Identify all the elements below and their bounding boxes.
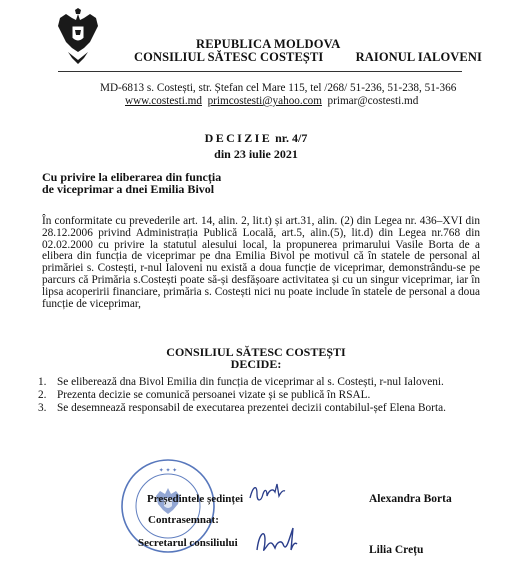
country-name: REPUBLICA MOLDOVA	[196, 37, 341, 51]
svg-text:✦ ✦ ✦: ✦ ✦ ✦	[158, 468, 178, 474]
council-name-bold: CONSILIUL SĂTESC COSTEȘTI	[166, 345, 346, 359]
list-item-number: 1.	[38, 376, 47, 388]
council-name: CONSILIUL SĂTESC COSTEȘTI	[134, 50, 324, 64]
decision-word: DECIZIE	[204, 131, 273, 145]
list-item-text: Se desemnează responsabil de executarea prezentei decizii contabilul-șef Elena Borta.	[57, 402, 446, 414]
list-item-text: Se eliberează dna Bivol Emilia din funcția de viceprimar al s. Costești, r-nul Ialoveni.	[57, 376, 444, 388]
header-divider	[58, 71, 462, 72]
secretary-name: Lilia Crețu	[369, 544, 424, 556]
list-item-text: Prezenta decizie se comunică persoanei vizate și se publică în RSAL.	[57, 389, 371, 401]
secretary-signature-icon	[253, 520, 299, 564]
district-name: RAIONUL IALOVENI	[355, 50, 482, 64]
chair-label: Președintele ședinței	[147, 493, 244, 505]
list-item-number: 3.	[38, 402, 47, 414]
chair-signature-icon	[247, 478, 287, 508]
list-item-number: 2.	[38, 389, 47, 401]
website-link[interactable]: www.costesti.md	[125, 95, 202, 107]
chair-name: Alexandra Borta	[369, 493, 452, 505]
decision-subject	[42, 171, 221, 195]
preamble-text: În conformitate cu prevederile art. 14, alin. 2, lit.t) și art.31, alin. (2) din Legea nr. 436–XVI din 28.12.2006 privind Administrația Publică Locală, art.5, alin.(5), lit.d) din Legea nr.768 din 02.02.2000 cu privire la statutul alesului local, la propunerea primarului Vasile Borta de a elibera din funcția de viceprimar pe dna Emilia Bivol pe motivul că în statele de personal al primăriei s. Costești, r-nul Ialoveni nu există a doua funcție de viceprimar, demonstrându-se pe parcurs că Primăria s.Costești poate să-și desfășoare activitatea și cu un singur viceprimar, iar în lipsa acoperirii financiare, primăria s. Costești nici nu poate include în statele de personal a doua funcție de viceprimar,	[42, 215, 480, 310]
decision-title	[0, 131, 512, 146]
council-header	[134, 50, 482, 65]
subject-line-1: Cu privire la eliberarea din funcția	[42, 170, 222, 184]
email-link-2: primar@costesti.md	[327, 95, 419, 107]
secretary-label: Secretarul consiliului	[138, 537, 238, 549]
decision-date: din 23 iulie 2021	[214, 147, 298, 161]
coat-of-arms-icon	[56, 8, 100, 64]
decision-number: nr. 4/7	[275, 131, 308, 145]
email-link-1[interactable]: primcostesti@yahoo.com	[207, 95, 322, 107]
contact-links	[125, 95, 418, 107]
countersign-label: Contrasemnat:	[148, 514, 219, 526]
council-decides-block	[0, 346, 512, 370]
subject-line-2: de viceprimar a dnei Emilia Bivol	[42, 182, 215, 196]
decides-label: DECIDE:	[230, 357, 282, 371]
address-line: MD-6813 s. Costești, str. Ștefan cel Mare 115, tel /268/ 51-236, 51-238, 51-366	[100, 82, 457, 94]
